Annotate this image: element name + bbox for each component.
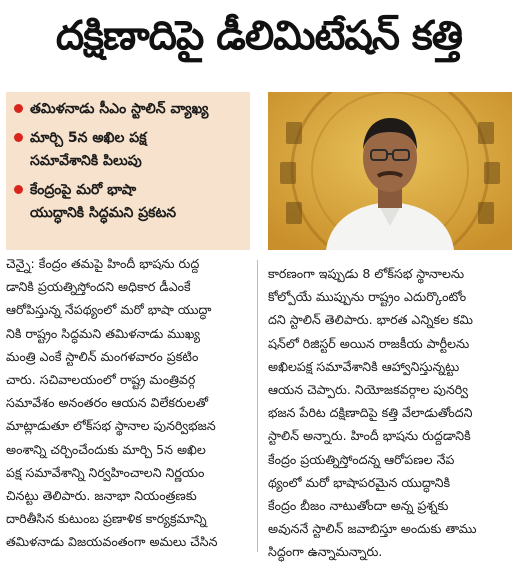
highlight-item	[10, 179, 244, 225]
article-line: కేంద్రం ప్రయత్నిస్తోందన్న ఆరోపణల నేప	[268, 451, 455, 467]
article-line: షన్‌లో రిజిస్టర్ అయిన రాజకీయ పార్టీలను	[268, 335, 470, 351]
article-line: స్టాలిన్ అన్నారు. హిందీ భాషను రుద్దడానికి	[268, 428, 471, 444]
highlight-text	[30, 98, 208, 121]
article-line: ఆరోపిస్తున్న నేపథ్యంలో మరో భాషా యుద్ధా	[6, 302, 212, 318]
stalin-photo	[268, 92, 512, 250]
article-line: నికి రాష్ట్రం సిద్ధమని తమిళనాడు ముఖ్య	[6, 325, 201, 341]
highlight-item	[10, 98, 244, 121]
article-line: ఆయన చెప్పారు. నియోజకవర్గాల పునర్వి	[268, 382, 469, 398]
article-line: మంత్రి ఎంకే స్టాలిన్ మంగళవారం ప్రకటిం	[6, 348, 199, 364]
article-line: చెన్నై: కేంద్రం తమపై హిందీ భాషను రుద్ద	[6, 256, 200, 271]
article-line: డానికి ప్రయత్నిస్తోందని అధికార డీఎంకే	[6, 279, 191, 295]
portrait-image	[268, 92, 512, 250]
article-line: సమావేశం అనంతరం ఆయన విలేకరులతో	[6, 395, 209, 411]
article-line: పక్ష సమావేశాన్ని నిర్వహించాలని నిర్ణయం	[6, 464, 205, 480]
article-line: అంశాన్ని చర్చించేందుకు మార్చి 5న అఖిల	[6, 441, 206, 457]
article-line: కారణంగా ఇప్పుడు 8 లోక్‌సభ స్థానాలను	[268, 266, 465, 281]
highlight-line: తమిళనాడు సీఎం స్టాలిన్ వ్యాఖ్య	[30, 101, 209, 117]
article-line: అఖిలపక్ష సమావేశానికి ఆహ్వానిస్తున్నట్టు	[268, 358, 460, 374]
article-line: భజన పేరిట దక్షిణాదిపై కత్తి వేలాడుతోందని	[268, 405, 473, 421]
article-left-column	[6, 252, 250, 554]
highlight-item	[10, 127, 244, 173]
article-line: మాట్లాడుతూ లోక్‌సభ స్థానాల పునర్విభజన	[6, 418, 216, 434]
highlight-line: సమావేశానికి పిలుపు	[30, 153, 142, 169]
highlight-line: మార్చి 5న అఖిల పక్ష	[30, 130, 147, 146]
article-right-column	[268, 262, 512, 564]
highlight-line: యుద్ధానికి సిద్ధమని ప్రకటన	[30, 205, 177, 221]
highlight-text	[30, 127, 147, 173]
article-line: తమిళనాడు విజయవంతంగా అమలు చేసిన	[6, 534, 218, 550]
highlight-text	[30, 179, 176, 225]
article-line: సిద్ధంగా ఉన్నామన్నారు.	[268, 544, 383, 560]
article-line: కేంద్రం బీజం నాటుతోందా అన్న ప్రశ్నకు	[268, 498, 449, 514]
headline: దక్షిణాదిపై డీలిమిటేషన్ కత్తి	[55, 13, 463, 59]
article-line: కోల్పోయే ముప్పును రాష్ట్రం ఎదుర్కొంటోం	[268, 289, 467, 305]
bullet-dot-icon	[14, 185, 23, 194]
article-line: చినట్టు తెలిపారు. జనాభా నియంత్రణకు	[6, 488, 197, 504]
highlight-line: కేంద్రంపై మరో భాషా	[30, 182, 137, 198]
column-divider	[257, 260, 258, 552]
article-line: చారు. సచివాలయంలో రాష్ట్ర మంత్రివర్గ	[6, 372, 196, 388]
article-line: దారితీసిన కుటుంబ ప్రణాళిక కార్యక్రమాన్ని	[6, 511, 207, 527]
article-line: థ్యంలో మరో భాషాపరమైన యుద్ధానికి	[268, 474, 451, 490]
bullet-dot-icon	[14, 133, 23, 142]
bullet-dot-icon	[14, 104, 23, 113]
article-line: అవుననే స్టాలిన్ జవాబిస్తూ అందుకు తాము	[268, 521, 477, 537]
highlights-box	[6, 92, 250, 250]
article-line: దని స్టాలిన్ తెలిపారు. భారత ఎన్నికల కమి	[268, 312, 473, 328]
